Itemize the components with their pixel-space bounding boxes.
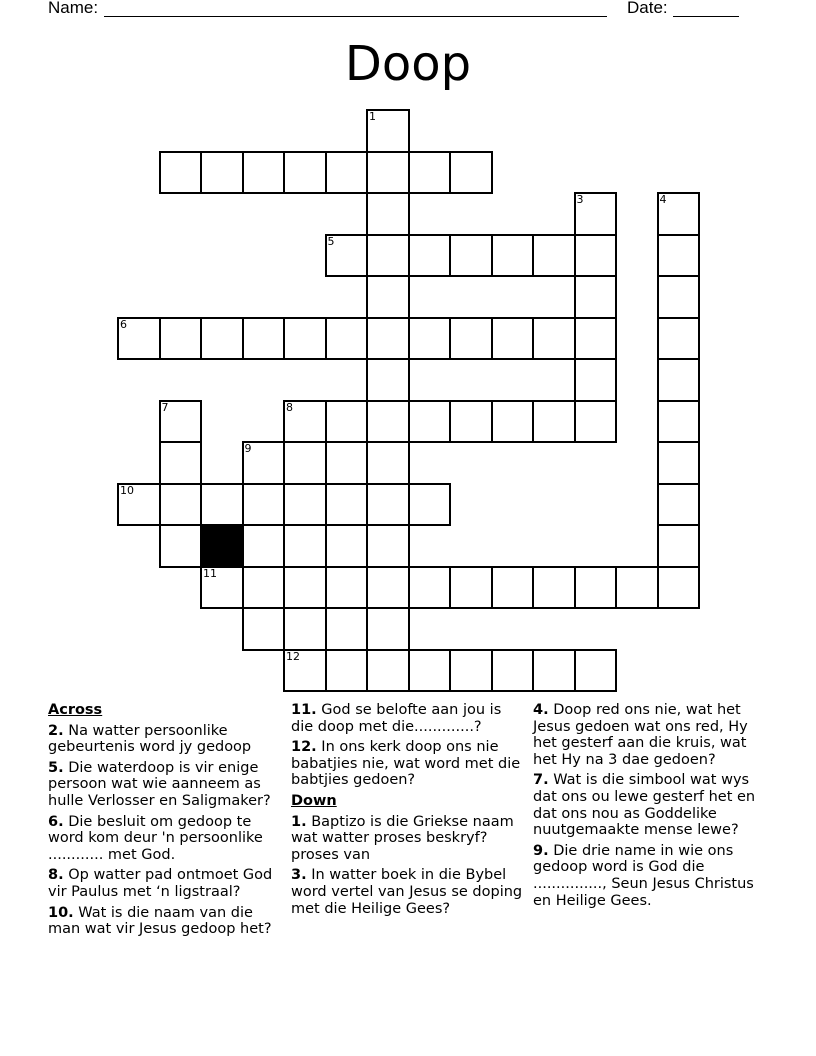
grid-cell[interactable] <box>200 483 244 527</box>
grid-cell[interactable] <box>532 234 576 278</box>
clue-text: Op watter pad ontmoet God vir Paulus met ‘n ligstraal? <box>48 867 273 900</box>
grid-cell[interactable] <box>408 317 452 361</box>
clue-number: 5. <box>48 759 64 776</box>
grid-cell[interactable] <box>325 441 369 485</box>
clues-column-3 <box>533 702 765 913</box>
grid-cell[interactable] <box>408 483 452 527</box>
grid-cell[interactable] <box>159 441 203 485</box>
clue-number: 11. <box>291 702 317 718</box>
grid-cell[interactable] <box>574 649 618 693</box>
grid-cell[interactable] <box>366 317 410 361</box>
grid-cell[interactable] <box>200 317 244 361</box>
grid-cell[interactable] <box>574 358 618 402</box>
cell-number: 1 <box>369 110 376 123</box>
grid-cell[interactable] <box>657 483 701 527</box>
cell-number: 10 <box>120 483 134 497</box>
grid-cell[interactable] <box>325 607 369 651</box>
grid-cell[interactable] <box>283 483 327 527</box>
grid-cell[interactable] <box>159 483 203 527</box>
cell-number: 8 <box>286 400 293 414</box>
grid-cell[interactable] <box>449 234 493 278</box>
clue-down-1 <box>291 814 523 864</box>
grid-cell[interactable] <box>366 607 410 651</box>
grid-cell[interactable] <box>325 483 369 527</box>
clue-number: 9. <box>533 842 549 859</box>
grid-cell[interactable] <box>657 317 701 361</box>
grid-cell[interactable] <box>283 400 327 444</box>
clue-text: God se belofte aan jou is die doop met die.............? <box>291 702 502 735</box>
grid-cell[interactable] <box>615 566 659 610</box>
grid-cell[interactable] <box>159 524 203 568</box>
grid-cell[interactable] <box>366 234 410 278</box>
grid-cell[interactable] <box>491 317 535 361</box>
grid-cell[interactable] <box>366 483 410 527</box>
grid-cell[interactable] <box>283 524 327 568</box>
grid-cell[interactable] <box>491 649 535 693</box>
clue-down-3 <box>291 867 523 917</box>
grid-cell[interactable] <box>449 151 493 195</box>
grid-cell[interactable] <box>325 524 369 568</box>
clue-text: Na watter persoonlike gebeurtenis word jy gedoop <box>48 722 252 756</box>
grid-cell[interactable] <box>366 524 410 568</box>
grid-cell[interactable] <box>449 317 493 361</box>
grid-cell[interactable] <box>366 192 410 236</box>
grid-cell[interactable] <box>325 317 369 361</box>
cell-number: 12 <box>286 649 300 663</box>
grid-cell[interactable] <box>117 483 161 527</box>
grid-cell[interactable] <box>491 234 535 278</box>
clue-text: Doop red ons nie, wat het Jesus gedoen wat ons red, Hy het gesterf aan die kruis, wat het Hy na 3 dae gedoen? <box>533 702 748 768</box>
clue-number: 8. <box>48 867 64 884</box>
grid-cell-black <box>200 524 244 568</box>
grid-cell[interactable] <box>366 358 410 402</box>
grid-cell[interactable] <box>242 441 286 485</box>
cell-number: 3 <box>576 193 584 206</box>
grid-cell[interactable] <box>657 566 701 610</box>
clue-across-5 <box>48 760 286 810</box>
grid-cell[interactable] <box>200 566 244 610</box>
grid-cell[interactable] <box>532 400 576 444</box>
grid-cell[interactable] <box>574 275 618 319</box>
grid-cell[interactable] <box>408 151 452 195</box>
grid-cell[interactable] <box>242 566 286 610</box>
cell-number: 6 <box>120 317 127 331</box>
clue-text: Wat is die simbool wat wys dat ons ou lewe gesterf het en dat ons nou as Goddelike nuutgemaakte mense lewe? <box>533 772 756 839</box>
grid-cell[interactable] <box>657 441 701 485</box>
grid-cell[interactable] <box>159 400 203 444</box>
grid-cell[interactable] <box>657 524 701 568</box>
grid-cell[interactable] <box>574 566 618 610</box>
clue-text: In ons kerk doop ons nie babatjies nie, wat word met die babtjies gedoen? <box>291 739 521 789</box>
clue-across-2 <box>48 723 286 756</box>
clue-across-11 <box>291 702 523 735</box>
cell-number: 5 <box>327 234 335 248</box>
clue-text: In watter boek in die Bybel word vertel van Jesus se doping met die Heilige Gees? <box>291 867 523 917</box>
grid-cell[interactable] <box>366 400 410 444</box>
grid-cell[interactable] <box>491 566 535 610</box>
grid-cell[interactable] <box>408 400 452 444</box>
grid-cell[interactable] <box>532 649 576 693</box>
grid-cell[interactable] <box>200 151 244 195</box>
cell-number: 4 <box>659 193 667 206</box>
grid-cell[interactable] <box>574 400 618 444</box>
name-label: Name: <box>48 0 99 17</box>
grid-cell[interactable] <box>574 192 618 236</box>
grid-cell[interactable] <box>325 400 369 444</box>
grid-cell[interactable] <box>366 649 410 693</box>
clue-number: 12. <box>291 739 317 756</box>
grid-cell[interactable] <box>159 151 203 195</box>
down-heading: Down <box>291 792 337 809</box>
clue-text: Die drie name in wie ons gedoop word is God die ..............., Seun Jesus Christus en Heilige Gees. <box>533 842 754 909</box>
clue-text: Baptizo is die Griekse naam wat watter proses beskryf? proses van <box>291 813 514 863</box>
page-title: Doop <box>344 36 472 92</box>
clue-number: 4. <box>533 702 549 718</box>
grid-cell[interactable] <box>408 649 452 693</box>
grid-cell[interactable] <box>366 275 410 319</box>
across-heading: Across <box>48 702 103 718</box>
grid-cell[interactable] <box>408 234 452 278</box>
grid-cell[interactable] <box>366 109 410 153</box>
grid-cell[interactable] <box>408 566 452 610</box>
grid-cell[interactable] <box>449 400 493 444</box>
clue-across-10 <box>48 905 286 938</box>
grid-cell[interactable] <box>491 400 535 444</box>
clue-across-6 <box>48 814 286 864</box>
clue-text: Wat is die naam van die man wat vir Jesus gedoop het? <box>48 904 272 938</box>
grid-cell[interactable] <box>242 483 286 527</box>
grid-cell[interactable] <box>574 317 618 361</box>
grid-cell[interactable] <box>117 317 161 361</box>
clue-down-9 <box>533 843 765 909</box>
grid-cell[interactable] <box>325 566 369 610</box>
grid-cell[interactable] <box>283 566 327 610</box>
grid-cell[interactable] <box>242 151 286 195</box>
grid-cell[interactable] <box>657 400 701 444</box>
grid-cell[interactable] <box>657 358 701 402</box>
grid-cell[interactable] <box>283 317 327 361</box>
date-label: Date: <box>627 0 668 17</box>
clue-number: 7. <box>533 772 549 789</box>
grid-cell[interactable] <box>366 566 410 610</box>
clue-text: Die besluit om gedoop te word kom deur 'n persoonlike ............ met God. <box>48 813 263 863</box>
cell-number: 9 <box>244 442 252 455</box>
grid-cell[interactable] <box>449 566 493 610</box>
clue-number: 2. <box>48 722 64 739</box>
grid-cell[interactable] <box>283 441 327 485</box>
grid-cell[interactable] <box>366 151 410 195</box>
grid-cell[interactable] <box>449 649 493 693</box>
clue-across-12 <box>291 739 523 789</box>
clue-number: 10. <box>48 904 74 921</box>
grid-cell[interactable] <box>325 649 369 693</box>
grid-cell[interactable] <box>325 234 369 278</box>
grid-cell[interactable] <box>532 317 576 361</box>
grid-cell[interactable] <box>657 234 701 278</box>
clue-text: Die waterdoop is vir enige persoon wat wie aanneem as hulle Verlosser en Saligmaker? <box>48 759 271 809</box>
clue-number: 3. <box>291 867 307 884</box>
clue-number: 6. <box>48 813 64 830</box>
grid-cell[interactable] <box>283 151 327 195</box>
cell-number: 11 <box>203 566 217 580</box>
clue-down-7 <box>533 772 765 838</box>
clues-column-2 <box>291 702 523 921</box>
grid-cell[interactable] <box>283 607 327 651</box>
grid-cell[interactable] <box>574 234 618 278</box>
grid-cell[interactable] <box>325 151 369 195</box>
grid-cell[interactable] <box>657 275 701 319</box>
grid-cell[interactable] <box>532 566 576 610</box>
grid-cell[interactable] <box>242 607 286 651</box>
clue-number: 1. <box>291 813 307 830</box>
grid-cell[interactable] <box>283 649 327 693</box>
grid-cell[interactable] <box>366 441 410 485</box>
grid-cell[interactable] <box>159 317 203 361</box>
clue-across-8 <box>48 867 286 900</box>
grid-cell[interactable] <box>242 317 286 361</box>
clues-column-1 <box>48 702 286 942</box>
grid-cell[interactable] <box>657 192 701 236</box>
clue-down-4 <box>533 702 765 768</box>
cell-number: 7 <box>161 400 169 414</box>
